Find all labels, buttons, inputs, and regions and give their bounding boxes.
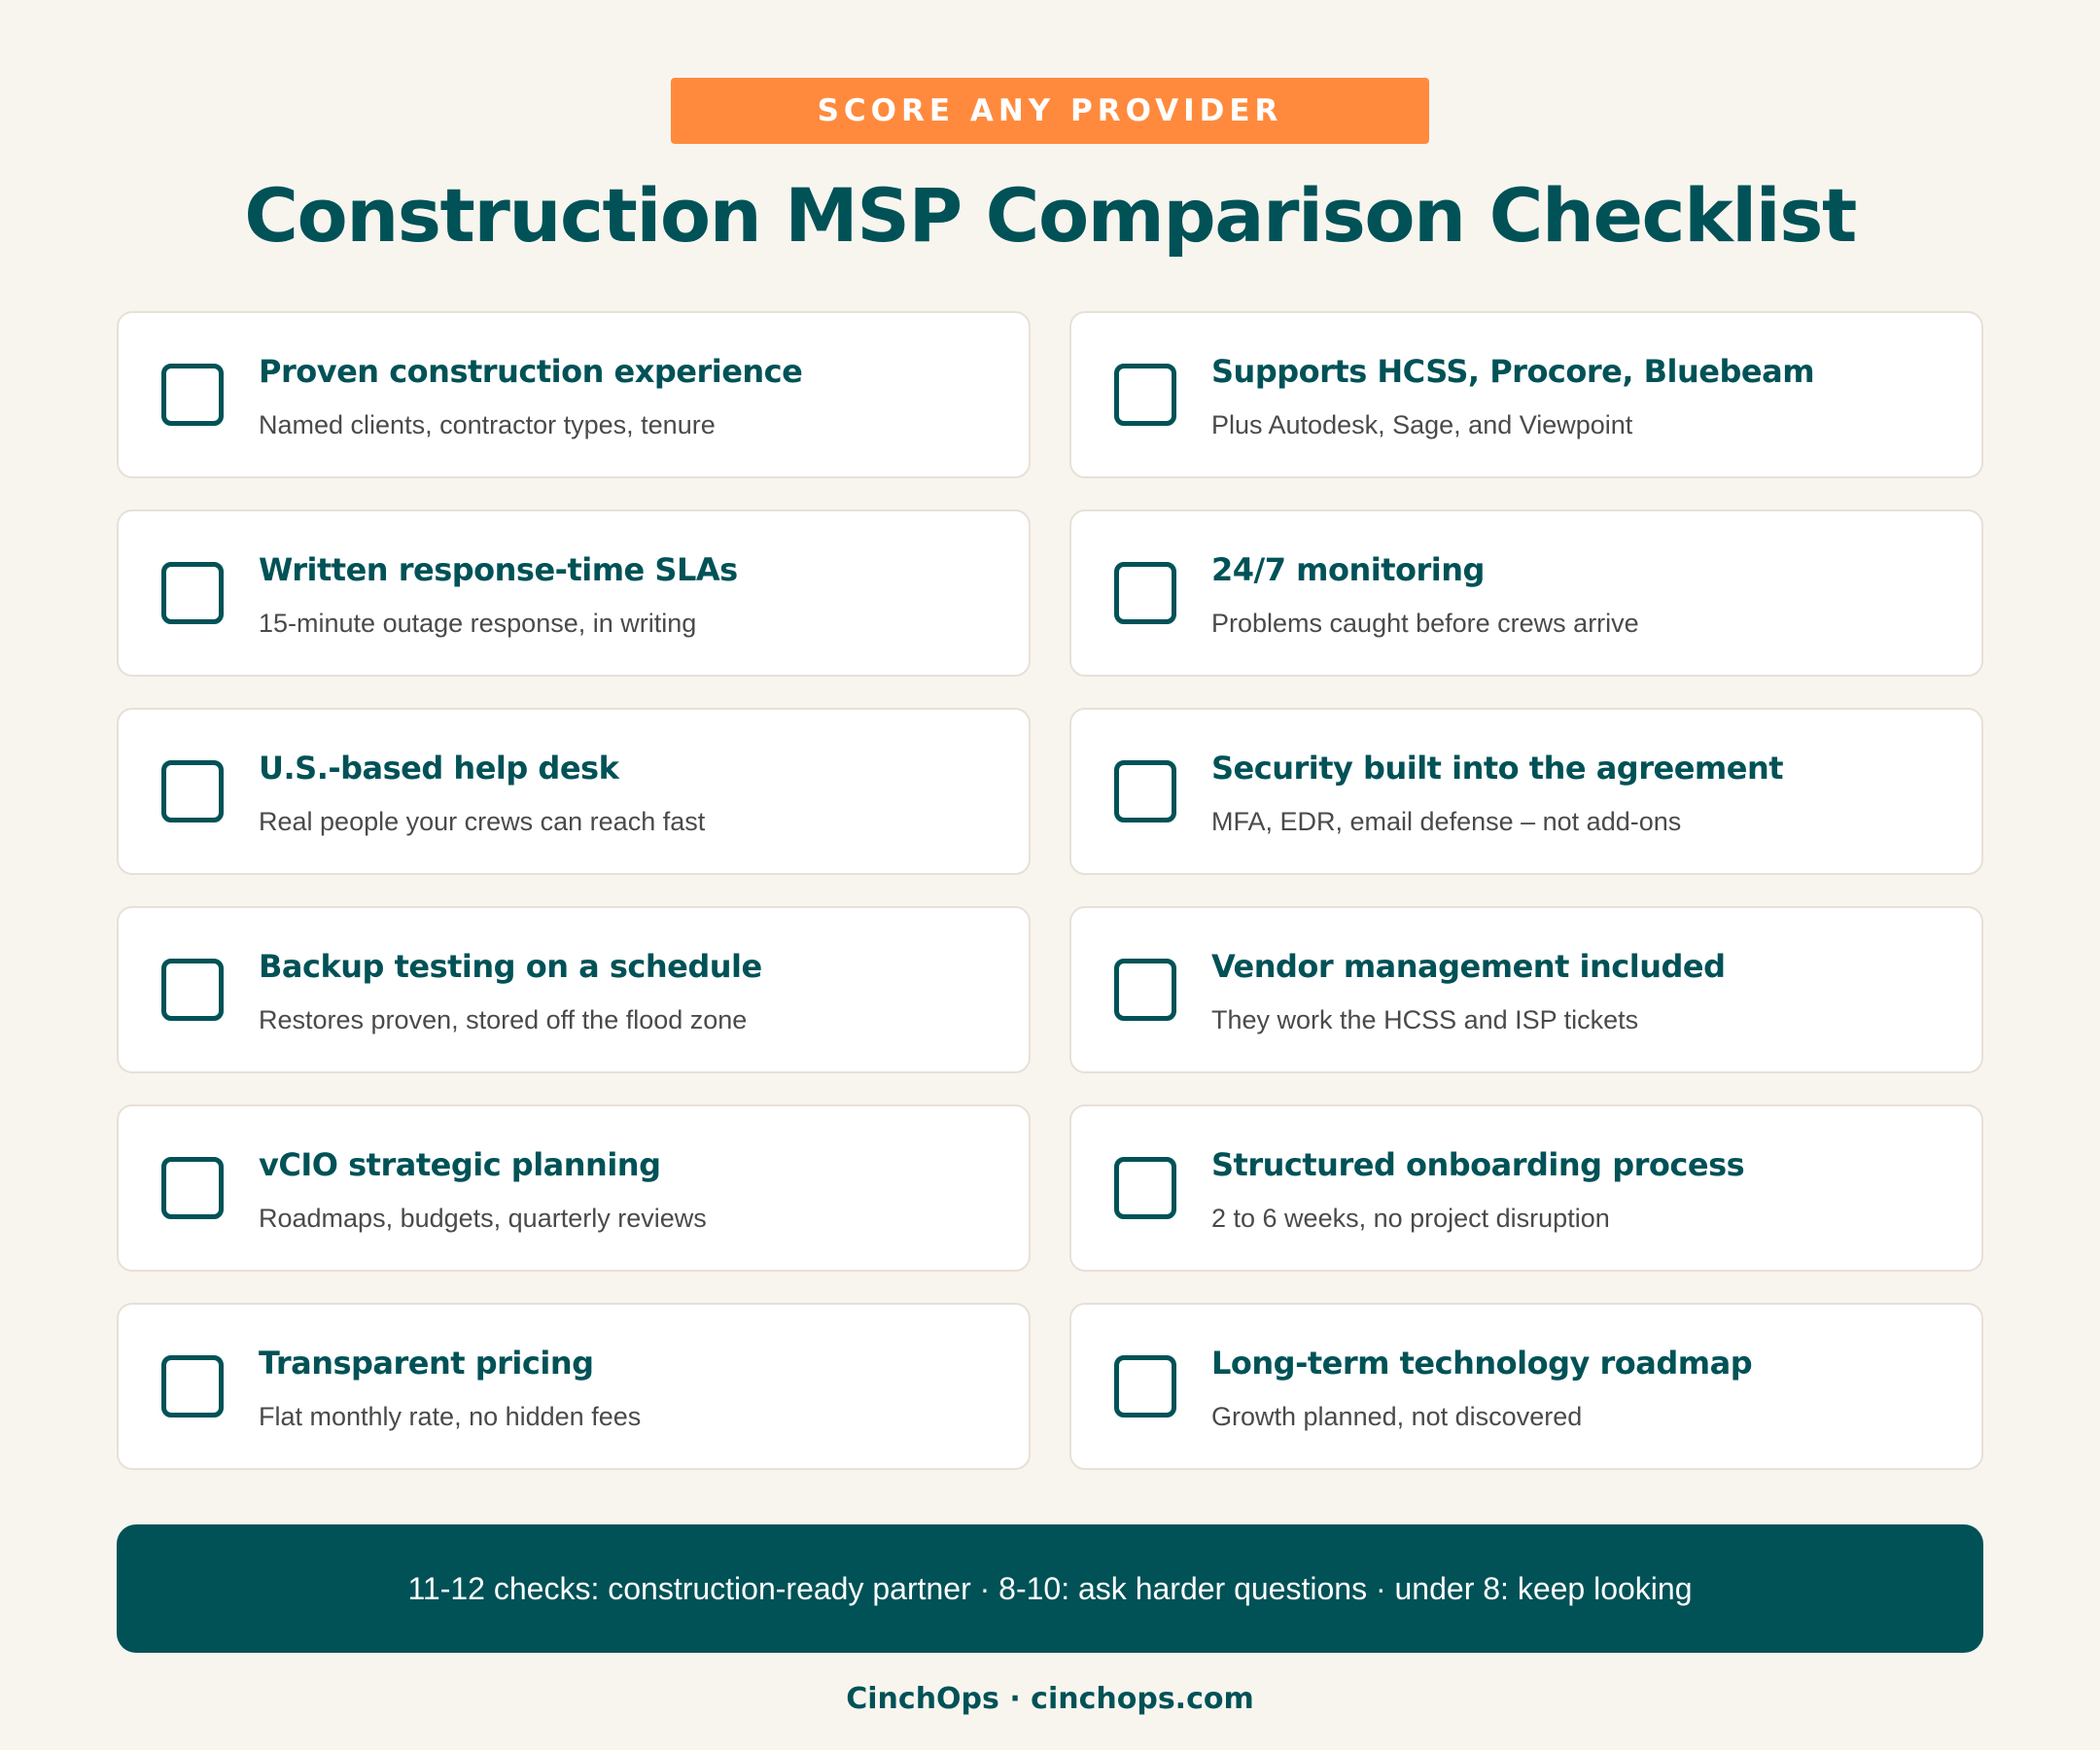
checklist-item-subtitle: Problems caught before crews arrive xyxy=(1211,609,1639,638)
checklist-item-title: U.S.-based help desk xyxy=(259,750,619,787)
checklist-item-subtitle: Restores proven, stored off the flood zone xyxy=(259,1005,748,1034)
checklist-item-subtitle: Named clients, contractor types, tenure xyxy=(259,410,716,439)
checkbox[interactable] xyxy=(161,959,224,1021)
checklist-item-subtitle: 15-minute outage response, in writing xyxy=(259,609,697,638)
checklist-item-title: Vendor management included xyxy=(1211,948,1726,985)
checklist-item xyxy=(1069,311,1983,478)
page-title: Construction MSP Comparison Checklist xyxy=(244,172,1856,259)
checklist-item-title: Written response-time SLAs xyxy=(259,551,738,588)
checklist-item xyxy=(1069,1303,1983,1470)
checkbox[interactable] xyxy=(1114,760,1176,822)
checklist-item xyxy=(117,509,1031,677)
checklist-item-title: Structured onboarding process xyxy=(1211,1146,1745,1183)
checklist-item xyxy=(1069,906,1983,1073)
checklist-item xyxy=(117,311,1031,478)
checklist-grid xyxy=(117,311,1983,1470)
checklist-item xyxy=(1069,509,1983,677)
checklist-item xyxy=(117,906,1031,1073)
checklist-item-title: vCIO strategic planning xyxy=(259,1146,661,1183)
checklist-item-subtitle: MFA, EDR, email defense – not add-ons xyxy=(1211,807,1682,836)
checklist-item-subtitle: 2 to 6 weeks, no project disruption xyxy=(1211,1204,1610,1233)
checkbox[interactable] xyxy=(161,364,224,426)
checklist-item xyxy=(117,708,1031,875)
footer-brand: CinchOps · cinchops.com xyxy=(846,1682,1254,1716)
checkbox[interactable] xyxy=(161,562,224,624)
checkbox[interactable] xyxy=(161,1157,224,1219)
checklist-item xyxy=(117,1303,1031,1470)
checklist-item-title: Long-term technology roadmap xyxy=(1211,1345,1753,1382)
checklist-item-subtitle: Real people your crews can reach fast xyxy=(259,807,706,836)
checklist-item-title: Supports HCSS, Procore, Bluebeam xyxy=(1211,353,1815,390)
checklist-item-subtitle: Roadmaps, budgets, quarterly reviews xyxy=(259,1204,707,1233)
checkbox[interactable] xyxy=(1114,364,1176,426)
checklist-item-title: Backup testing on a schedule xyxy=(259,948,762,985)
header-badge: SCORE ANY PROVIDER xyxy=(671,78,1429,144)
checklist-item-subtitle: Plus Autodesk, Sage, and Viewpoint xyxy=(1211,410,1633,439)
checklist-item-title: Proven construction experience xyxy=(259,353,803,390)
checklist-item xyxy=(1069,708,1983,875)
checkbox[interactable] xyxy=(161,760,224,822)
checklist-item-subtitle: Growth planned, not discovered xyxy=(1211,1402,1583,1431)
checklist-item-title: 24/7 monitoring xyxy=(1211,551,1485,588)
checkbox[interactable] xyxy=(161,1355,224,1418)
checkbox[interactable] xyxy=(1114,562,1176,624)
checklist-item-title: Security built into the agreement xyxy=(1211,750,1784,787)
checklist-item xyxy=(117,1104,1031,1272)
checklist-item xyxy=(1069,1104,1983,1272)
checklist-item-subtitle: Flat monthly rate, no hidden fees xyxy=(259,1402,642,1431)
checkbox[interactable] xyxy=(1114,1355,1176,1418)
checkbox[interactable] xyxy=(1114,959,1176,1021)
scoring-banner: 11-12 checks: construction-ready partner · 8-10: ask harder questions · under 8: keep looking xyxy=(117,1524,1983,1653)
checklist-item-title: Transparent pricing xyxy=(259,1345,594,1382)
checkbox[interactable] xyxy=(1114,1157,1176,1219)
checklist-item-subtitle: They work the HCSS and ISP tickets xyxy=(1211,1005,1639,1034)
